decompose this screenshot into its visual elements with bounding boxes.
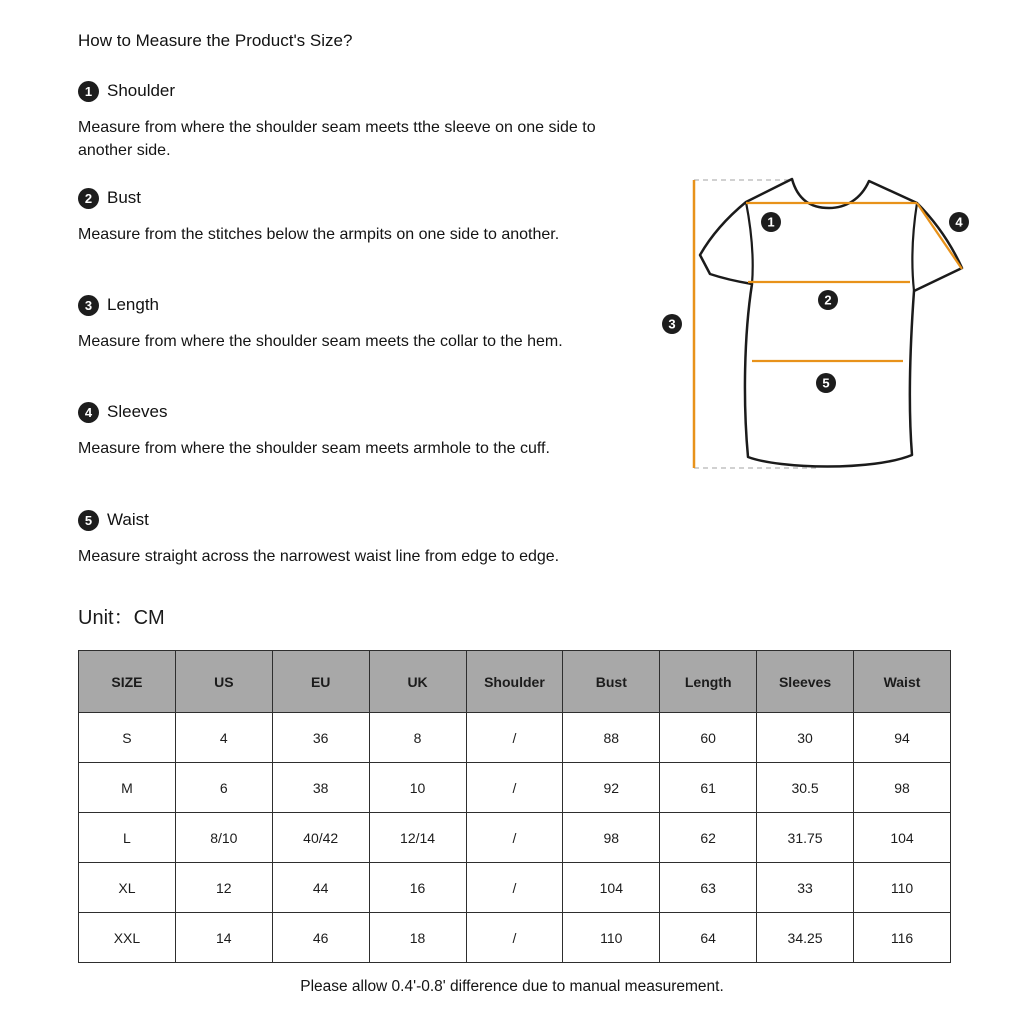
table-row — [79, 763, 951, 813]
item-description: Measure from where the shoulder seam meets armhole to the cuff. — [78, 440, 550, 457]
table-cell: / — [466, 913, 563, 963]
item-label: Length — [107, 295, 159, 314]
table-cell: XXL — [79, 913, 176, 963]
marker-1 — [761, 212, 781, 232]
table-cell: 34.25 — [757, 913, 854, 963]
table-cell: 110 — [563, 913, 660, 963]
marker-4 — [949, 212, 969, 232]
svg-text:2: 2 — [824, 292, 832, 308]
table-cell: 18 — [369, 913, 466, 963]
table-cell: 62 — [660, 813, 757, 863]
measurement-item-waist — [78, 509, 149, 531]
svg-text:1: 1 — [767, 214, 775, 230]
table-cell: M — [79, 763, 176, 813]
table-cell: 36 — [272, 713, 369, 763]
header-cell: Shoulder — [466, 651, 563, 713]
measurement-item-length — [78, 294, 159, 316]
table-cell: 14 — [175, 913, 272, 963]
table-cell: 8/10 — [175, 813, 272, 863]
table-cell: 61 — [660, 763, 757, 813]
table-cell: 38 — [272, 763, 369, 813]
table-cell: 44 — [272, 863, 369, 913]
item-number-badge: 2 — [78, 188, 99, 209]
header-cell: Bust — [563, 651, 660, 713]
table-row — [79, 813, 951, 863]
table-cell: 92 — [563, 763, 660, 813]
table-cell: 88 — [563, 713, 660, 763]
table-cell: 104 — [854, 813, 951, 863]
unit-label: Unit：CM — [78, 607, 165, 629]
header-cell: EU — [272, 651, 369, 713]
size-table — [78, 650, 951, 963]
table-cell: S — [79, 713, 176, 763]
measurement-item-bust — [78, 187, 141, 209]
table-cell: 64 — [660, 913, 757, 963]
header-cell: Waist — [854, 651, 951, 713]
item-number-badge: 1 — [78, 81, 99, 102]
tshirt-diagram — [640, 155, 1020, 495]
table-cell: 8 — [369, 713, 466, 763]
table-cell: 94 — [854, 713, 951, 763]
table-cell: 110 — [854, 863, 951, 913]
item-number-badge: 3 — [78, 295, 99, 316]
item-description: Measure from where the shoulder seam meets the collar to the hem. — [78, 333, 563, 350]
item-number-badge: 4 — [78, 402, 99, 423]
header-cell: Sleeves — [757, 651, 854, 713]
item-label: Sleeves — [107, 402, 168, 421]
table-cell: 33 — [757, 863, 854, 913]
header-cell: US — [175, 651, 272, 713]
tshirt-outline — [700, 179, 962, 467]
table-row — [79, 863, 951, 913]
table-cell: 40/42 — [272, 813, 369, 863]
footer-note: Please allow 0.4'-0.8' difference due to manual measurement. — [300, 978, 724, 995]
table-cell: 46 — [272, 913, 369, 963]
table-cell: / — [466, 763, 563, 813]
table-cell: / — [466, 863, 563, 913]
table-cell: 30.5 — [757, 763, 854, 813]
table-cell: 4 — [175, 713, 272, 763]
item-description: Measure from where the shoulder seam meets tthe sleeve on one side to another side. — [78, 119, 596, 159]
svg-text:3: 3 — [668, 316, 676, 332]
table-cell: 98 — [854, 763, 951, 813]
item-label: Shoulder — [107, 81, 176, 100]
table-header-row — [79, 651, 951, 713]
item-label: Bust — [107, 188, 142, 207]
item-description: Measure straight across the narrowest waist line from edge to edge. — [78, 548, 560, 565]
header-cell: UK — [369, 651, 466, 713]
marker-3 — [662, 314, 682, 334]
table-cell: 60 — [660, 713, 757, 763]
marker-2 — [818, 290, 838, 310]
measurement-item-sleeves — [78, 401, 167, 423]
table-row — [79, 913, 951, 963]
table-cell: 63 — [660, 863, 757, 913]
table-cell: L — [79, 813, 176, 863]
table-cell: 12/14 — [369, 813, 466, 863]
table-cell: XL — [79, 863, 176, 913]
marker-5 — [816, 373, 836, 393]
table-cell: 30 — [757, 713, 854, 763]
table-cell: / — [466, 813, 563, 863]
item-number-badge: 5 — [78, 510, 99, 531]
table-cell: / — [466, 713, 563, 763]
table-cell: 98 — [563, 813, 660, 863]
item-label: Waist — [107, 510, 149, 529]
table-cell: 104 — [563, 863, 660, 913]
item-description: Measure from the stitches below the armpits on one side to another. — [78, 226, 560, 243]
table-cell: 10 — [369, 763, 466, 813]
svg-text:4: 4 — [955, 214, 963, 230]
svg-text:5: 5 — [822, 375, 830, 391]
table-cell: 12 — [175, 863, 272, 913]
table-cell: 31.75 — [757, 813, 854, 863]
table-row — [79, 713, 951, 763]
table-cell: 116 — [854, 913, 951, 963]
page-title: How to Measure the Product's Size? — [78, 31, 353, 50]
table-cell: 16 — [369, 863, 466, 913]
header-cell: Length — [660, 651, 757, 713]
header-cell: SIZE — [79, 651, 176, 713]
table-cell: 6 — [175, 763, 272, 813]
measurement-item-shoulder — [78, 80, 175, 102]
